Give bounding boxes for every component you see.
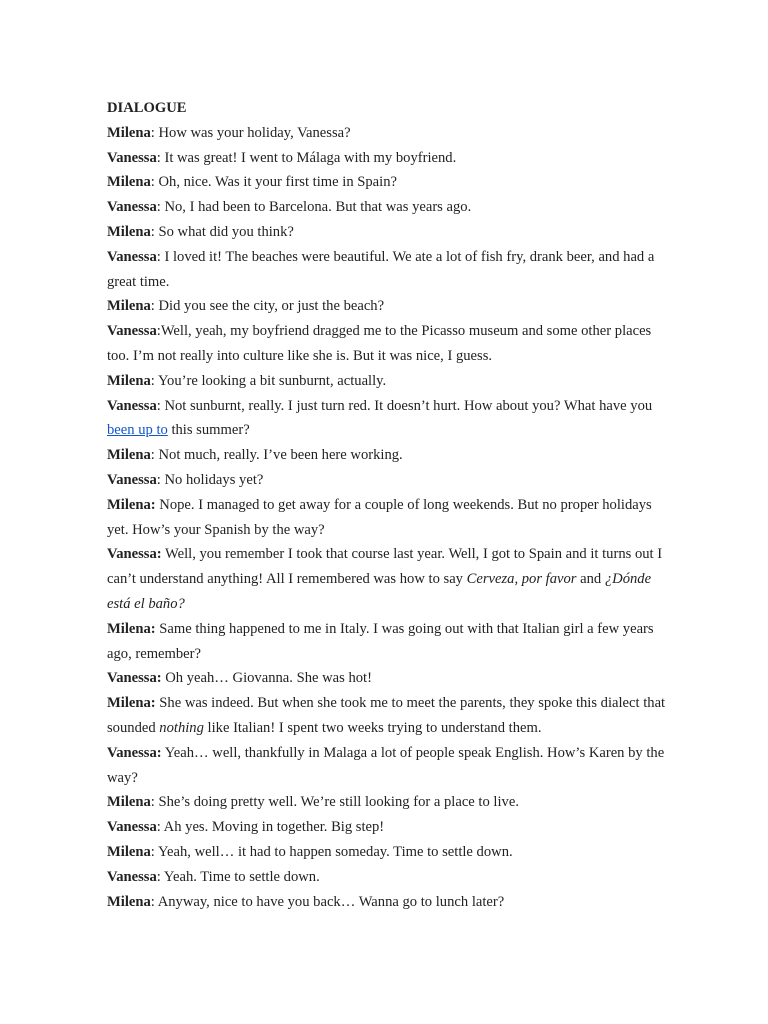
speaker-separator: : (150, 124, 159, 141)
speaker-separator: : (156, 248, 165, 265)
dialogue-line (107, 220, 667, 245)
speaker-name: Milena: (107, 620, 156, 637)
speaker-name: Milena (107, 843, 151, 860)
dialogue-line (107, 394, 667, 444)
speaker-name: Vanessa (107, 868, 157, 885)
dialogue-body (107, 121, 667, 915)
italic-phrase: ¿Dónde está el baño? (107, 571, 652, 612)
dialogue-text: No holidays yet? (164, 471, 264, 488)
dialogue-text: You’re looking a bit sunburnt, actually. (157, 372, 387, 389)
speaker-name: Vanessa (107, 471, 157, 488)
speaker-name: Milena (107, 447, 151, 464)
dialogue-text: She was indeed. But when she took me to meet the parents, they spoke this dialect that sounded (107, 695, 666, 736)
speaker-separator: : (156, 149, 165, 166)
speaker-name: Milena (107, 794, 151, 811)
dialogue-text: like Italian! I spent two weeks trying to understand them. (203, 719, 542, 736)
dialogue-line (107, 121, 667, 146)
dialogue-text: So what did you think? (158, 223, 294, 240)
speaker-separator: : (150, 447, 159, 464)
dialogue-line (107, 170, 667, 195)
speaker-separator: : (150, 174, 159, 191)
dialogue-text: and (576, 571, 605, 588)
dialogue-text: Yeah. Time to settle down. (163, 868, 320, 885)
dialogue-line (107, 815, 667, 840)
speaker-name: Milena (107, 372, 151, 389)
speaker-separator: : (156, 323, 161, 340)
dialogue-text: Did you see the city, or just the beach? (158, 298, 385, 315)
dialogue-text: Yeah, well… it had to happen someday. Time to settle down. (157, 843, 513, 860)
dialogue-text: Well, you remember I took that course last year. Well, I got to Spain and it turns out I can’t understand anything! All I remembered was how to say (107, 546, 663, 588)
dialogue-line (107, 840, 667, 865)
dialogue-text: Not much, really. I’ve been here working. (158, 447, 403, 464)
dialogue-text: It was great! I went to Málaga with my boyfriend. (164, 149, 457, 166)
speaker-name: Milena (107, 124, 151, 141)
speaker-separator: : (156, 819, 164, 836)
speaker-name: Milena: (107, 496, 156, 513)
document-page (107, 96, 667, 914)
inline-link[interactable]: been up to (107, 422, 168, 439)
dialogue-text: She’s doing pretty well. We’re still looking for a place to live. (158, 794, 519, 811)
dialogue-line (107, 468, 667, 493)
dialogue-line (107, 493, 667, 543)
speaker-name: Vanessa: (107, 744, 162, 761)
speaker-name: Milena: (107, 695, 156, 712)
speaker-name: Milena (107, 174, 151, 191)
italic-phrase: Cerveza, por favor (466, 571, 577, 588)
speaker-separator: : (150, 843, 158, 860)
dialogue-text: How was your holiday, Vanessa? (158, 124, 351, 141)
speaker-name: Vanessa (107, 323, 157, 340)
dialogue-text: Oh, nice. Was it your first time in Spain? (158, 174, 397, 191)
dialogue-text: Not sunburnt, really. I just turn red. It doesn’t hurt. How about you? What have you (164, 397, 653, 414)
speaker-separator: : (150, 223, 159, 240)
speaker-name: Vanessa (107, 819, 157, 836)
dialogue-text: Anyway, nice to have you back… Wanna go to lunch later? (157, 893, 505, 910)
dialogue-line (107, 741, 667, 791)
speaker-separator: : (150, 893, 158, 910)
speaker-separator: : (150, 298, 159, 315)
document-title: DIALOGUE (107, 100, 187, 116)
dialogue-line (107, 319, 667, 369)
speaker-name: Milena (107, 223, 151, 240)
speaker-separator: : (150, 794, 159, 811)
dialogue-line (107, 542, 667, 616)
italic-phrase: nothing (159, 719, 204, 736)
dialogue-text: Oh yeah… Giovanna. She was hot! (165, 670, 372, 687)
dialogue-line (107, 146, 667, 171)
dialogue-line (107, 865, 667, 890)
dialogue-line (107, 617, 667, 667)
speaker-name: Vanessa (107, 248, 157, 265)
dialogue-text: this summer? (167, 422, 250, 439)
dialogue-line (107, 443, 667, 468)
speaker-separator: : (156, 397, 165, 414)
speaker-name: Vanessa (107, 397, 157, 414)
speaker-separator: : (156, 868, 164, 885)
dialogue-text: I loved it! The beaches were beautiful. We ate a lot of fish fry, drank beer, and had a great time. (107, 248, 655, 290)
speaker-separator: : (156, 199, 165, 216)
dialogue-line (107, 369, 667, 394)
speaker-name: Milena (107, 298, 151, 315)
dialogue-text: Ah yes. Moving in together. Big step! (163, 819, 385, 836)
dialogue-line (107, 890, 667, 915)
dialogue-line (107, 195, 667, 220)
dialogue-line (107, 666, 667, 691)
speaker-name: Vanessa (107, 199, 157, 216)
dialogue-text: Same thing happened to me in Italy. I was going out with that Italian girl a few years ago, remember? (107, 620, 654, 662)
dialogue-line (107, 294, 667, 319)
speaker-separator: : (150, 372, 158, 389)
speaker-name: Vanessa (107, 149, 157, 166)
dialogue-text: Nope. I managed to get away for a couple of long weekends. But no proper holidays yet. How’s your Spanish by the way? (107, 496, 652, 538)
dialogue-line (107, 790, 667, 815)
dialogue-text: Yeah… well, thankfully in Malaga a lot of people speak English. How’s Karen by the way? (107, 744, 665, 786)
speaker-separator: : (156, 471, 165, 488)
dialogue-line (107, 245, 667, 295)
speaker-name: Milena (107, 893, 151, 910)
dialogue-line (107, 691, 667, 741)
dialogue-text: Well, yeah, my boyfriend dragged me to the Picasso museum and some other places too. I’m not really into culture like she is. But it was nice, I guess. (107, 323, 652, 364)
dialogue-text: No, I had been to Barcelona. But that was years ago. (164, 199, 472, 216)
speaker-name: Vanessa: (107, 546, 162, 563)
speaker-name: Vanessa: (107, 670, 162, 687)
